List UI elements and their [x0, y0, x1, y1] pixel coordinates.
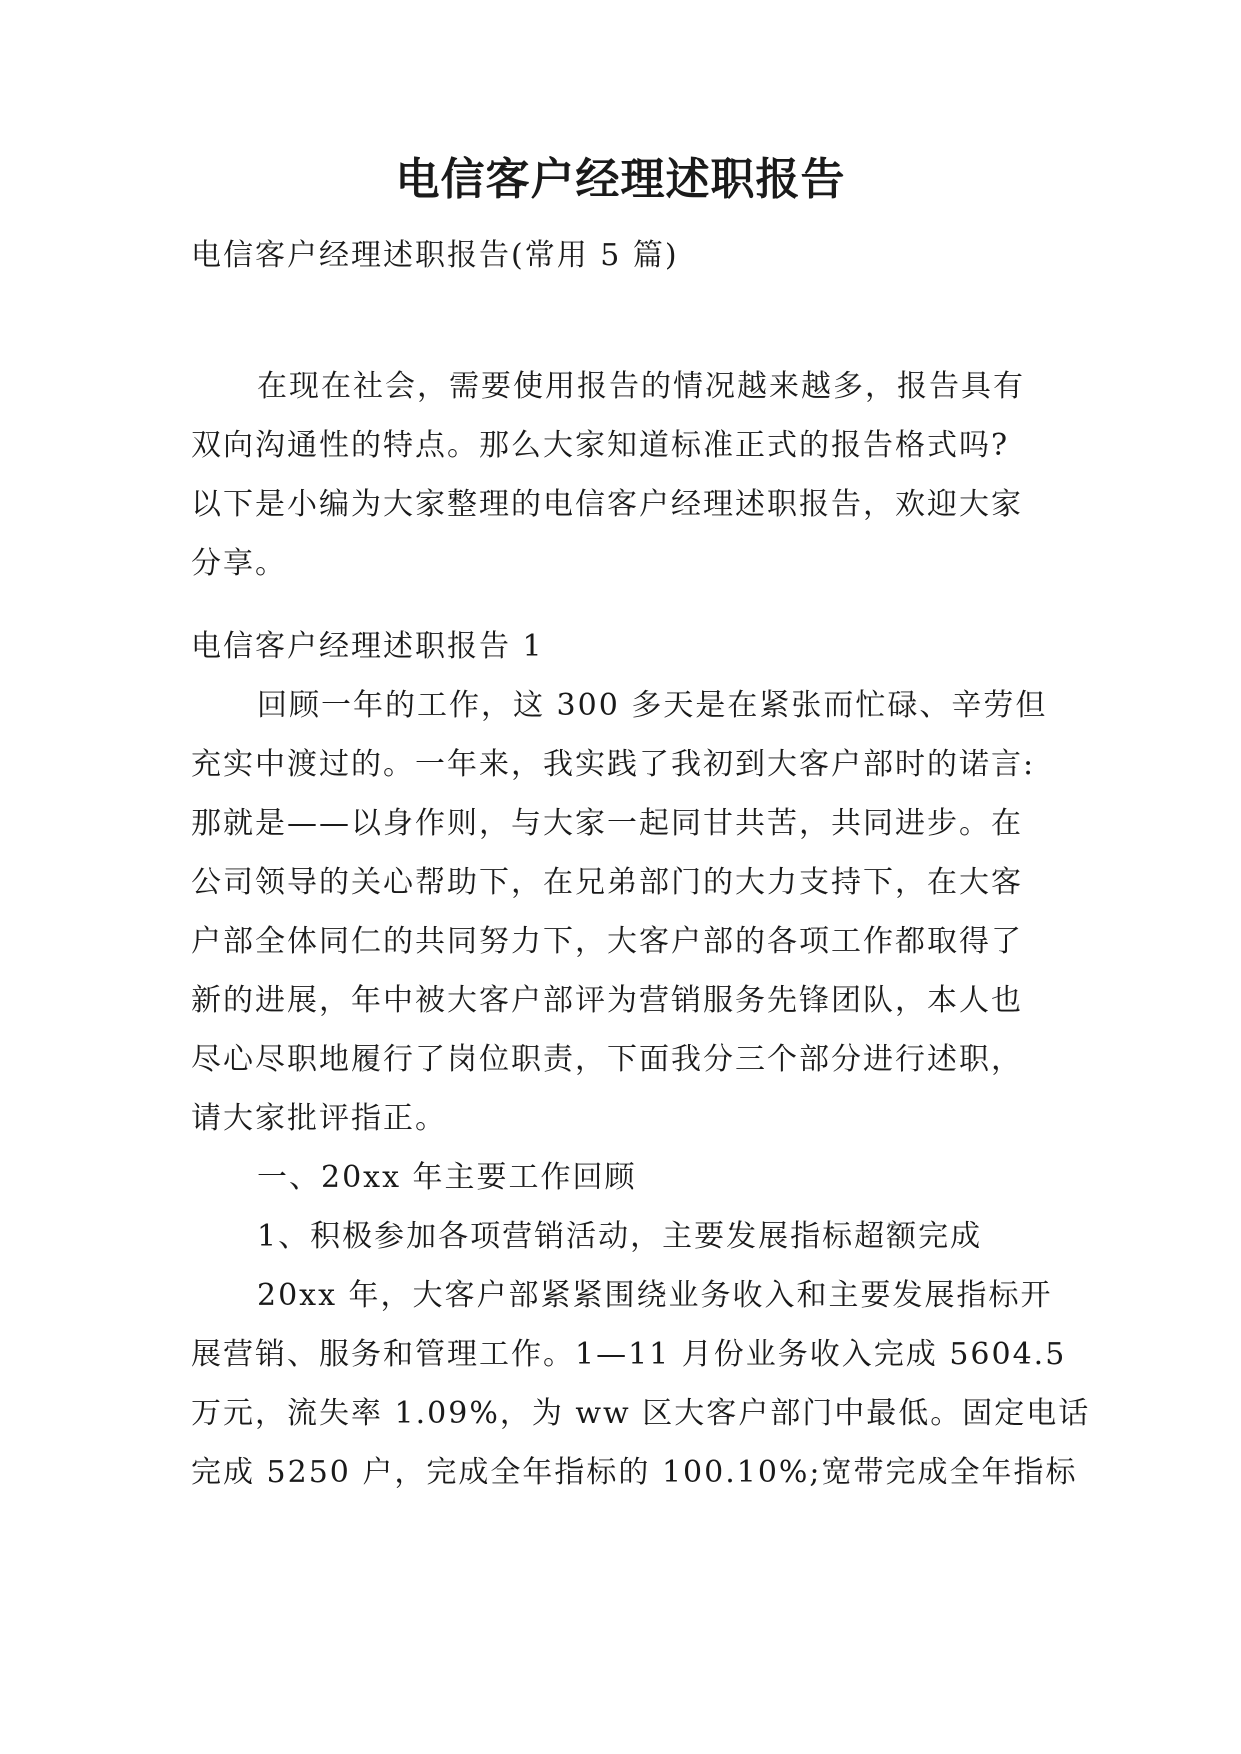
performance-line: 20xx 年，大客户部紧紧围绕业务收入和主要发展指标开 [257, 1278, 1053, 1313]
body-line: 户部全体同仁的共同努力下，大客户部的各项工作都取得了 [191, 924, 1023, 959]
intro-paragraph [191, 357, 1071, 593]
subheading-1-line: 一、20xx 年主要工作回顾 [257, 1160, 637, 1195]
performance-line: 展营销、服务和管理工作。1—11 月份业务收入完成 5604.5 [191, 1337, 1067, 1372]
intro-line: 双向沟通性的特点。那么大家知道标准正式的报告格式吗? [191, 428, 1010, 463]
subtitle-line: 电信客户经理述职报告(常用 5 篇) [191, 238, 679, 273]
body-paragraph [191, 676, 1071, 1148]
body-line: 那就是——以身作则，与大家一起同甘共苦，共同进步。在 [191, 806, 1023, 841]
subheading-1-1 [191, 1207, 1071, 1266]
body-line: 回顾一年的工作，这 300 多天是在紧张而忙碌、辛劳但 [257, 688, 1048, 723]
subheading-1-1-line: 1、积极参加各项营销活动，主要发展指标超额完成 [257, 1219, 983, 1254]
performance-line: 完成 5250 户，完成全年指标的 100.10%;宽带完成全年指标 [191, 1455, 1078, 1490]
document-title: 电信客户经理述职报告 [395, 154, 846, 205]
section-heading-line: 电信客户经理述职报告 1 [191, 629, 544, 664]
intro-line: 在现在社会，需要使用报告的情况越来越多，报告具有 [257, 369, 1025, 404]
body-line: 新的进展，年中被大客户部评为营销服务先锋团队，本人也 [191, 983, 1023, 1018]
body-line: 公司领导的关心帮助下，在兄弟部门的大力支持下，在大客 [191, 865, 1023, 900]
subheading-1 [191, 1148, 1071, 1207]
body-line: 请大家批评指正。 [191, 1101, 447, 1136]
intro-line: 以下是小编为大家整理的电信客户经理述职报告，欢迎大家 [191, 487, 1023, 522]
document-subtitle [191, 226, 1071, 285]
intro-line: 分享。 [191, 546, 287, 581]
section-heading [191, 617, 1071, 676]
performance-paragraph [191, 1266, 1091, 1502]
body-line: 尽心尽职地履行了岗位职责，下面我分三个部分进行述职， [191, 1042, 1023, 1077]
performance-line: 万元，流失率 1.09%，为 ww 区大客户部门中最低。固定电话 [191, 1396, 1091, 1431]
body-line: 充实中渡过的。一年来，我实践了我初到大客户部时的诺言: [191, 747, 1036, 782]
